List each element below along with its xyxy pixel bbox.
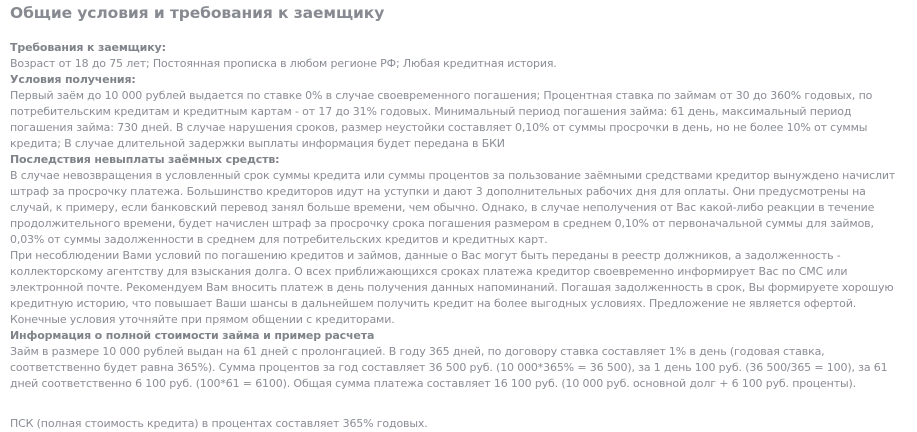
cost-info-heading: Информация о полной стоимости займа и пример расчета [10, 329, 375, 342]
requirements-heading: Требования к заемщику: [10, 41, 166, 54]
conditions-heading: Условия получения: [10, 73, 136, 86]
requirements-text: Возраст от 18 до 75 лет; Постоянная прописка в любом регионе РФ; Любая кредитная история. [10, 57, 557, 70]
conditions-text: Первый заём до 10 000 рублей выдается по ставке 0% в случае своевременного погашения; Процентная ставка по займам от 30 до 360% годовых, по потребительским кредитам и кредитным картам - от 17 до 31% годовых. Минимальный период погашения займа: 61 день, максимальный период погашения займа: 730 дней. В случае нарушения сроков, размер неустойки составляет 0,10% от суммы просрочки в день, но не более 10% от суммы кредита; В случае длительной задержки выплаты информация будет передана в БКИ [10, 89, 873, 150]
consequences-text-1: В случае невозвращения в условленный срок суммы кредита или суммы процентов за пользование заёмными средствами кредитор вынуждено начислит штраф за просрочку платежа. Большинство кредиторов идут на уступки и дают 3 дополнительных рабочих дня для оплаты. Они предусмотрены на случай, к примеру, если банковский перевод занял больше времени, чем обычно. Однако, в случае неполучения от Вас какой-либо реакции в течение продолжительного времени, будет начислен штраф за просрочку срока погашения размером в среднем 0,10% от первоначальной суммы для займов, 0,03% от суммы задолженности в среднем для потребительских кредитов и кредитных карт. [10, 169, 896, 246]
cost-info-text: Займ в размере 10 000 рублей выдан на 61 дней с пролонгацией. В году 365 дней, по договору ставка составляет 1% в день (годовая ставка, соответственно будет равна 365%). Сумма процентов за год составляет 36 500 руб. (10 000*365% = 36 500), за 1 день 100 руб. (36 500/365 = 100), за 61 дней соответственно 6 100 руб. (100*61 = 6100). Общая сумма платежа составляет 16 100 руб. (10 000 руб. основной долг + 6 100 руб. проценты). [10, 345, 888, 390]
page-title: Общие условия и требования к заемщику [10, 4, 385, 22]
psk-text: ПСК (полная стоимость кредита) в процентах составляет 365% годовых. [10, 417, 428, 430]
consequences-text-2: При несоблюдении Вами условий по погашению кредитов и займов, данные о Вас могут быть переданы в реестр должников, а задолженность - коллекторскому агентству для взыскания долга. О всех приближающихся сроках платежа кредитор своевременно информирует Вас по СМС или электронной почте. Рекомендуем Вам вносить платеж в день получения данных напоминаний. Погашая задолженность в срок, Вы формируете хорошую кредитную историю, что повышает Ваши шансы в дальнейшем получить кредит на более выгодных условиях. Предложение не является офертой. Конечные условия уточняйте при прямом общении с кредиторами. [10, 249, 894, 326]
spacer [10, 392, 909, 408]
consequences-heading: Последствия невыплаты заёмных средств: [10, 153, 280, 166]
terms-content [10, 40, 909, 432]
